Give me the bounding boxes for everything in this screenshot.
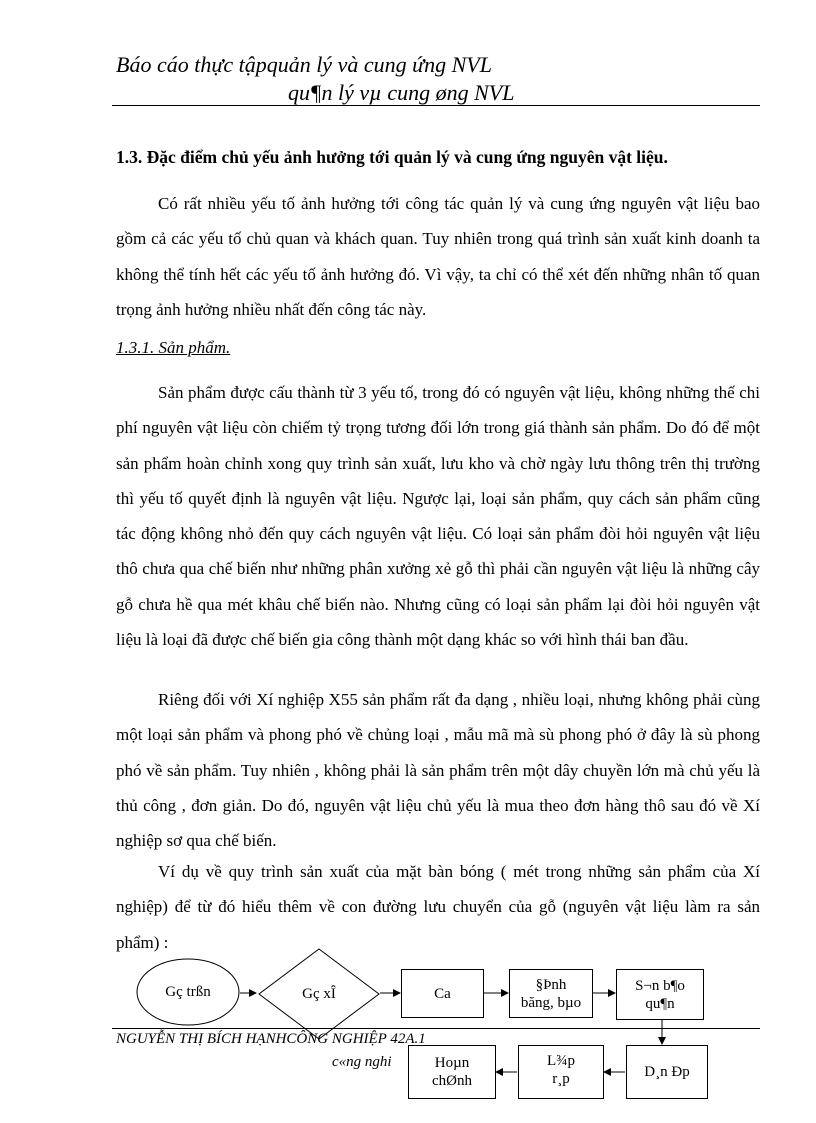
flow-step-ca-label: Ca: [434, 985, 451, 1002]
flow-step-dinh-line1: §Þnh: [535, 976, 567, 993]
flow-step-lap-line2: r¸p: [552, 1071, 570, 1087]
subsection-heading: 1.3.1. Sản phẩm.: [116, 338, 231, 357]
flow-step-son: [616, 969, 704, 1020]
flow-step-dinh-line2: băng, bµo: [520, 994, 582, 1011]
flow-start-label: Gç trßn: [165, 983, 211, 1000]
footer-author: NGUYỄN THỊ BÍCH HẠNHCÔNG NGHIỆP 42A.1: [116, 1031, 426, 1047]
flow-decision-diamond: [258, 948, 380, 1040]
flow-step-dinh: [509, 969, 593, 1018]
flow-start-oval: [136, 958, 240, 1026]
footer-subline: c«ng nghi: [332, 1054, 392, 1070]
flow-step-hoan: [408, 1045, 496, 1099]
flow-step-son-line2: qu¶n: [645, 995, 675, 1012]
flow-step-hoan-line2: chØnh: [432, 1073, 472, 1089]
footer-rule: [112, 1028, 760, 1029]
body-paragraph-1: Sản phẩm được cấu thành từ 3 yếu tố, trong đó có nguyên vật liệu, không những thế chi phí nguyên vật liệu còn chiếm tỷ trọng tương đối lớn trong giá thành sản phẩm. Do đó để một sản phẩm hoàn chỉnh xong quy trình sản xuất, lưu kho và chờ ngày lưu thông trên thị trường thì yếu tố quyết định là nguyên vật liệu. Ngược lại, loại sản phẩm, quy cách sản phẩm cũng tác động không nhỏ đến quy cách nguyên vật liệu. Có loại sản phẩm đòi hỏi nguyên vật liệu thô chưa qua chế biến như những phân xưởng xẻ gỗ thì phải cần nguyên vật liệu là những cây gỗ chưa hề qua mét khâu chế biến nào. Nhưng cũng có loại sản phẩm lại đòi hỏi nguyên vật liệu là loại đã được chế biến gia công thành một dạng khác so với hình thái ban đầu.: [116, 383, 760, 650]
body-paragraph-3: Ví dụ về quy trình sản xuất của mặt bàn bóng ( mét trong những sản phẩm của Xí nghiệp) để từ đó hiểu thêm về con đường lưu chuyển của gỗ (nguyên vật liệu làm ra sản phẩm) :: [116, 862, 760, 952]
flow-step-dan: [626, 1045, 708, 1099]
flow-step-lap-line1: L¾p: [547, 1053, 575, 1069]
running-header-subtitle: qu¶n lý vµ cung øng NVL: [288, 80, 515, 105]
intro-paragraph: Có rất nhiều yếu tố ảnh hưởng tới công tác quản lý và cung ứng nguyên vật liệu bao gồm cả các yếu tố chủ quan và khách quan. Tuy nhiên trong quá trình sản xuất kinh doanh ta không thể tính hết các yếu tố ảnh hưởng đó. Vì vậy, ta chỉ có thể xét đến những nhân tố quan trọng ảnh hưởng nhiều nhất đến công tác này.: [116, 194, 760, 319]
body-paragraph-2: Riêng đối với Xí nghiệp X55 sản phẩm rất đa dạng , nhiều loại, nhưng không phải cùng một loại sản phẩm và phong phó về chủng loại , mẫu mã mà sù phong phó ở đây là sù phong phó về sản phẩm. Tuy nhiên , không phải là sản phẩm trên một dây chuyền lớn mà chủ yếu là thủ công , đơn giản. Do đó, nguyên vật liệu chủ yếu là mua theo đơn hàng thô sau đó về Xí nghiệp sơ qua chế biến.: [116, 690, 760, 851]
flow-step-dan-label: D¸n Đp: [644, 1064, 690, 1080]
flow-decision-label: Gç xÎ: [302, 985, 336, 1002]
flow-step-son-line1: S¬n b¶o: [635, 977, 685, 994]
running-header-title: Báo cáo thực tậpquản lý và cung ứng NVL: [116, 52, 492, 77]
flow-step-hoan-line1: Hoµn: [434, 1055, 470, 1071]
flow-step-ca: [401, 969, 484, 1018]
section-heading: 1.3. Đặc điểm chủ yếu ảnh hưởng tới quản lý và cung ứng nguyên vật liệu.: [116, 147, 668, 167]
flow-step-lap: [518, 1045, 604, 1099]
